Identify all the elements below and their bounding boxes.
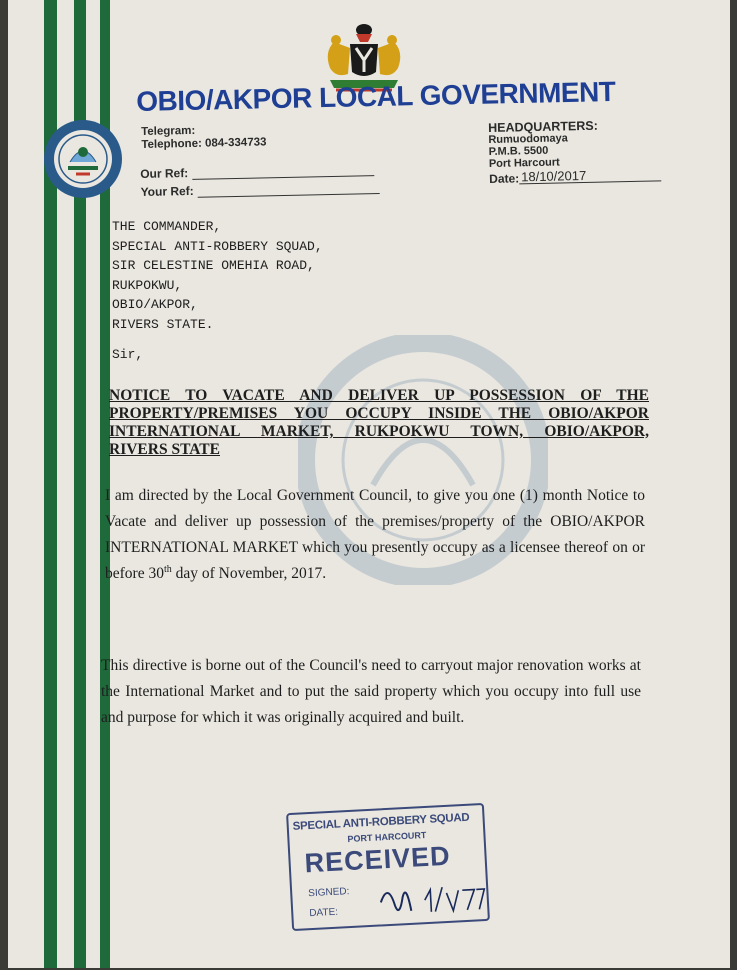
your-ref-blank	[198, 181, 380, 198]
headquarters-label: HEADQUARTERS:	[487, 118, 598, 135]
ordinal-suffix: th	[163, 563, 172, 575]
date-label: Date:	[489, 171, 520, 186]
stamp-signed-label: SIGNED:	[308, 886, 350, 900]
subject-heading	[109, 387, 649, 459]
addressee-line: RUKPOKWU,	[112, 277, 183, 293]
subject-line: INTERNATIONAL MARKET, RUKPOKWU TOWN, OBIO/AKPOR,	[109, 423, 649, 440]
letter-date: 18/10/2017	[519, 168, 661, 184]
body-paragraph-1	[105, 483, 645, 587]
paragraph-text: I am directed by the Local Government Council, to give you one (1) month Notice to Vacate and deliver up possession of the premises/property of the OBIO/AKPOR INTERNATIONAL MARKET which you presently occupy as a licensee thereof on or before 30	[105, 487, 645, 582]
subject-line: RIVERS STATE	[109, 441, 220, 458]
received-stamp	[286, 803, 490, 931]
paragraph-text: day of November, 2017.	[171, 565, 327, 582]
subject-line: NOTICE TO VACATE AND DELIVER UP POSSESSION OF THE	[109, 387, 649, 404]
your-ref-label: Your Ref:	[140, 183, 194, 199]
date-line	[489, 168, 661, 185]
handwritten-signature-icon	[375, 867, 487, 923]
council-seal-icon	[42, 118, 124, 200]
hq-address-line: P.M.B. 5500	[488, 144, 549, 158]
stamp-location: PORT HARCOURT	[347, 829, 427, 845]
addressee-line: OBIO/AKPOR,	[112, 297, 198, 312]
addressee-block	[112, 217, 323, 334]
reference-block	[140, 158, 380, 199]
contact-block	[141, 123, 267, 152]
addressee-line: SIR CELESTINE OMEHIA ROAD,	[112, 258, 315, 273]
our-ref-label: Our Ref:	[140, 165, 189, 181]
body-paragraph-2: This directive is borne out of the Council's need to carryout major renovation works at the International Market and to put the said property which you occupy into full use and purpose for which it was originally acquired and built.	[101, 657, 641, 726]
addressee-line: SPECIAL ANTI-ROBBERY SQUAD,	[112, 238, 323, 254]
subject-line: PROPERTY/PREMISES YOU OCCUPY INSIDE THE OBIO/AKPOR	[109, 405, 649, 422]
stamp-unit-name: SPECIAL ANTI-ROBBERY SQUAD	[292, 811, 470, 833]
hq-address-line: Rumuodomaya	[488, 132, 568, 146]
letter-page	[8, 0, 730, 968]
stamp-date-label: DATE:	[309, 906, 339, 920]
telegram-label: Telegram:	[141, 124, 196, 138]
addressee-line: RIVERS STATE.	[112, 316, 214, 332]
stamp-received-word: RECEIVED	[303, 840, 452, 879]
addressee-line: THE COMMANDER,	[112, 219, 222, 234]
hq-address-line: Port Harcourt	[488, 156, 560, 170]
telephone-number: Telephone: 084-334733	[141, 136, 267, 151]
salutation: Sir,	[112, 347, 144, 362]
letterhead-title: OBIO/AKPOR LOCAL GOVERNMENT	[136, 75, 616, 117]
headquarters-block	[488, 118, 661, 185]
